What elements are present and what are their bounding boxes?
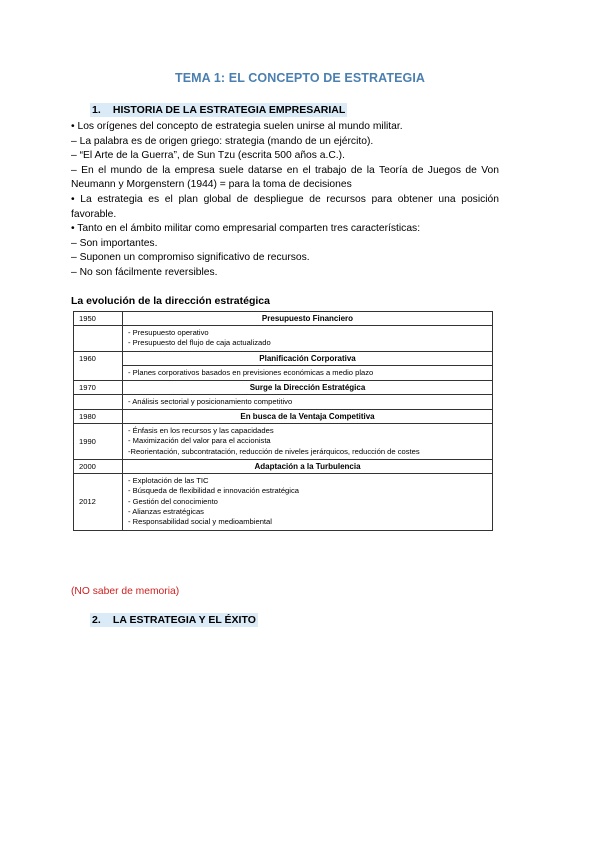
paragraph: – “El Arte de la Guerra”, de Sun Tzu (escrita 500 años a.C.).: [71, 150, 345, 162]
table-row: [74, 312, 493, 326]
stage-header-cell: Presupuesto Financiero: [123, 312, 493, 326]
year-cell: 2000: [74, 460, 123, 474]
stage-items-cell: [123, 474, 493, 530]
paragraph: • Tanto en el ámbito militar como empresarial comparten tres características:: [71, 223, 421, 235]
list-item: - Presupuesto del flujo de caja actualizado: [128, 338, 271, 348]
paragraph: – No son fácilmente reversibles.: [71, 266, 218, 278]
list-item: - Análisis sectorial y posicionamiento competitivo: [128, 396, 293, 406]
year-cell: 1950: [74, 312, 123, 326]
list-item: - Responsabilidad social y medioambiental: [128, 517, 272, 527]
table-row: [74, 365, 493, 380]
paragraph: – Son importantes.: [71, 237, 158, 249]
stage-header-cell: En busca de la Ventaja Competitiva: [123, 410, 493, 424]
stage-items-cell: [123, 326, 493, 352]
section-body: [71, 120, 499, 281]
stage-header-cell: Adaptación a la Turbulencia: [123, 460, 493, 474]
list-item: - Énfasis en los recursos y las capacidades: [128, 426, 274, 436]
stage-header-cell: Surge la Dirección Estratégica: [123, 380, 493, 394]
list-item: - Planes corporativos basados en previsiones económicas a medio plazo: [128, 367, 374, 377]
table-row: [74, 410, 493, 424]
section-heading-exito: [90, 613, 258, 627]
document-title: TEMA 1: EL CONCEPTO DE ESTRATEGIA: [174, 71, 426, 85]
year-cell: 1970: [74, 380, 123, 394]
list-item: - Alianzas estratégicas: [128, 506, 204, 516]
table-row: [74, 474, 493, 530]
list-item: - Búsqueda de flexibilidad e innovación estratégica: [128, 486, 299, 496]
paragraph: • Los orígenes del concepto de estrategia suelen unirse al mundo militar.: [71, 121, 403, 132]
year-cell: [74, 394, 123, 409]
table-title: La evolución de la dirección estratégica: [71, 295, 270, 307]
table-row: [74, 351, 493, 365]
section-label: HISTORIA DE LA ESTRATEGIA EMPRESARIAL: [112, 104, 346, 116]
section-heading-historia: [90, 103, 347, 117]
evolution-table: [73, 311, 493, 531]
stage-items-cell: [123, 365, 493, 380]
year-cell: 1990: [74, 424, 123, 460]
paragraph: • La estrategia es el plan global de despliegue de recursos para obtener una posición favorable.: [71, 193, 499, 220]
year-cell: [74, 326, 123, 352]
section-number: 2.: [92, 614, 101, 626]
year-cell: 2012: [74, 474, 123, 530]
paragraph: – Suponen un compromiso significativo de recursos.: [71, 252, 310, 264]
table-row: [74, 380, 493, 394]
section-label: LA ESTRATEGIA Y EL ÉXITO: [112, 614, 256, 626]
list-item: - Maximización del valor para el accionista: [128, 436, 271, 446]
table-row: [74, 326, 493, 352]
paragraph: – En el mundo de la empresa suele datarse en el trabajo de la Teoría de Juegos de Von Neumann y Morgenstern (1944) = para la toma de decisiones: [71, 164, 499, 191]
year-cell: 1980: [74, 410, 123, 424]
table-row: [74, 394, 493, 409]
table-row: [74, 460, 493, 474]
stage-header-cell: Planificación Corporativa: [123, 351, 493, 365]
list-item: - Gestión del conocimiento: [128, 496, 218, 506]
table-row: [74, 424, 493, 460]
list-item: - Explotación de las TIC: [128, 476, 209, 486]
stage-items-cell: [123, 394, 493, 409]
stage-items-cell: [123, 424, 493, 460]
list-item: - Presupuesto operativo: [128, 328, 209, 337]
year-cell: 1960: [74, 351, 123, 380]
list-item: -Reorientación, subcontratación, reducción de niveles jerárquicos, reducción de costes: [128, 446, 420, 456]
section-number: 1.: [92, 104, 101, 116]
paragraph: – La palabra es de origen griego: strategia (mando de un ejército).: [71, 135, 374, 147]
memory-note: (NO saber de memoria): [71, 586, 180, 597]
